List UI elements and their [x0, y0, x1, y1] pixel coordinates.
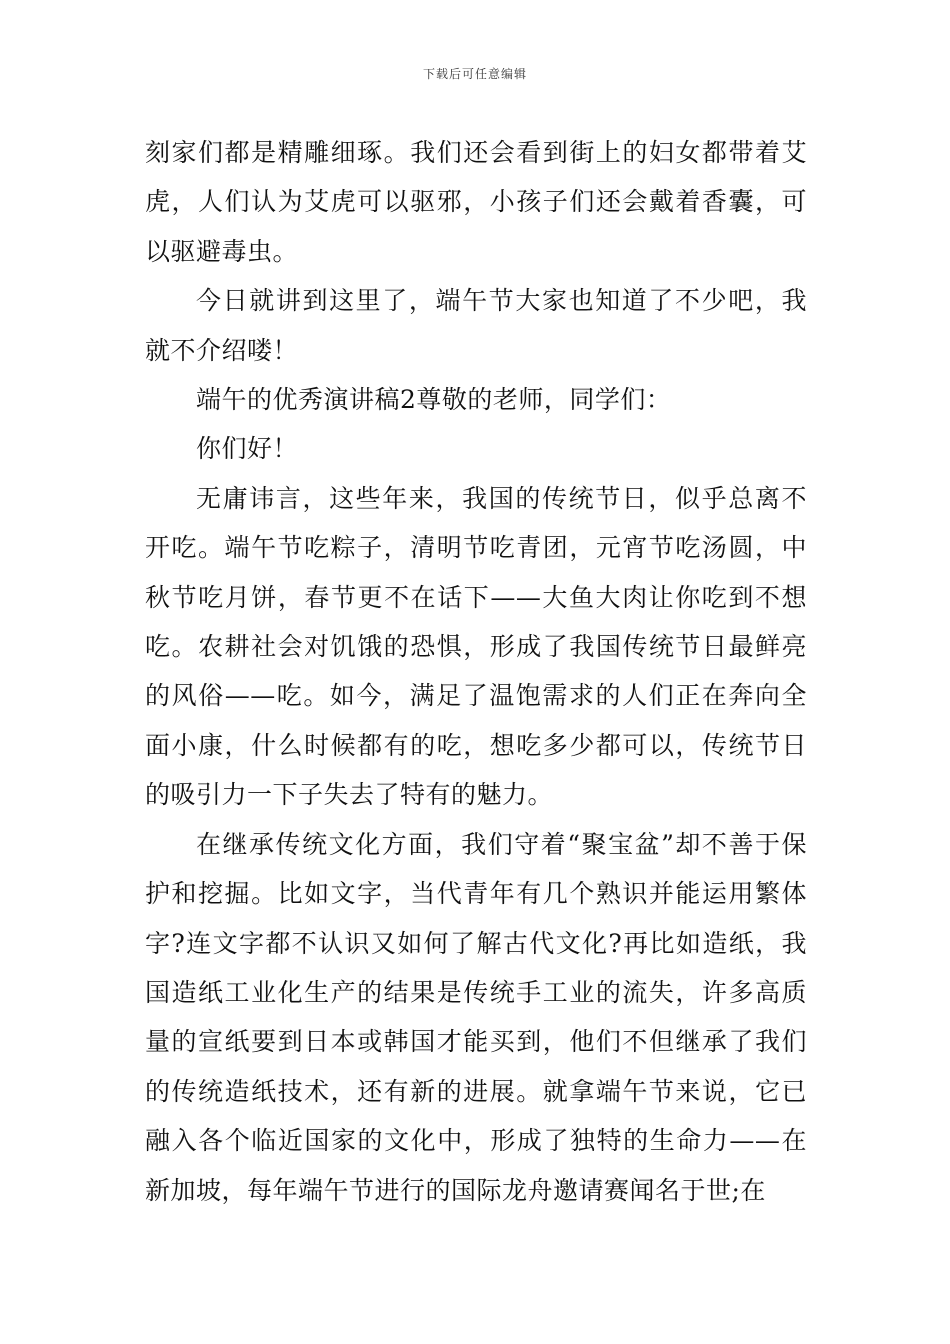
paragraph-3-speech-title: 端午的优秀演讲稿2尊敬的老师，同学们： [196, 385, 672, 415]
paragraph-4-greeting: 你们好！ [196, 434, 299, 464]
paragraph-5: 无庸讳言，这些年来，我国的传统节日，似乎总离不开吃。端午节吃粽子，清明节吃青团，元宵节吃汤圆，中秋节吃月饼，春节更不在话下——大鱼大肉让你吃到不想吃。农耕社会对饥饿的恐惧，形成了我国传统节日最鲜亮的风俗——吃。如今，满足了温饱需求的人们正在奔向全面小康，什么时候都有的吃，想吃多少都可以，传统节日的吸引力一下子失去了特有的魅力。 [145, 483, 807, 810]
paragraph-1: 刻家们都是精雕细琢。我们还会看到街上的妇女都带着艾虎，人们认为艾虎可以驱邪，小孩子们还会戴着香囊，可以驱避毒虫。 [145, 138, 807, 266]
paragraph-2: 今日就讲到这里了，端午节大家也知道了不少吧，我就不介绍喽！ [145, 286, 807, 365]
paragraph-6: 在继承传统文化方面，我们守着“聚宝盆”却不善于保护和挖掘。比如文字，当代青年有几个熟识并能运用繁体字?连文字都不认识又如何了解古代文化?再比如造纸，我国造纸工业化生产的结果是传统手工业的流失，许多高质量的宣纸要到日本或韩国才能买到，他们不但继承了我们的传统造纸技术，还有新的进展。就拿端午节来说，它已融入各个临近国家的文化中，形成了独特的生命力——在新加坡，每年端午节进行的国际龙舟邀请赛闻名于世;在 [145, 829, 807, 1205]
document-body [145, 128, 807, 1215]
page-header: 下载后可任意编辑 [422, 67, 527, 81]
